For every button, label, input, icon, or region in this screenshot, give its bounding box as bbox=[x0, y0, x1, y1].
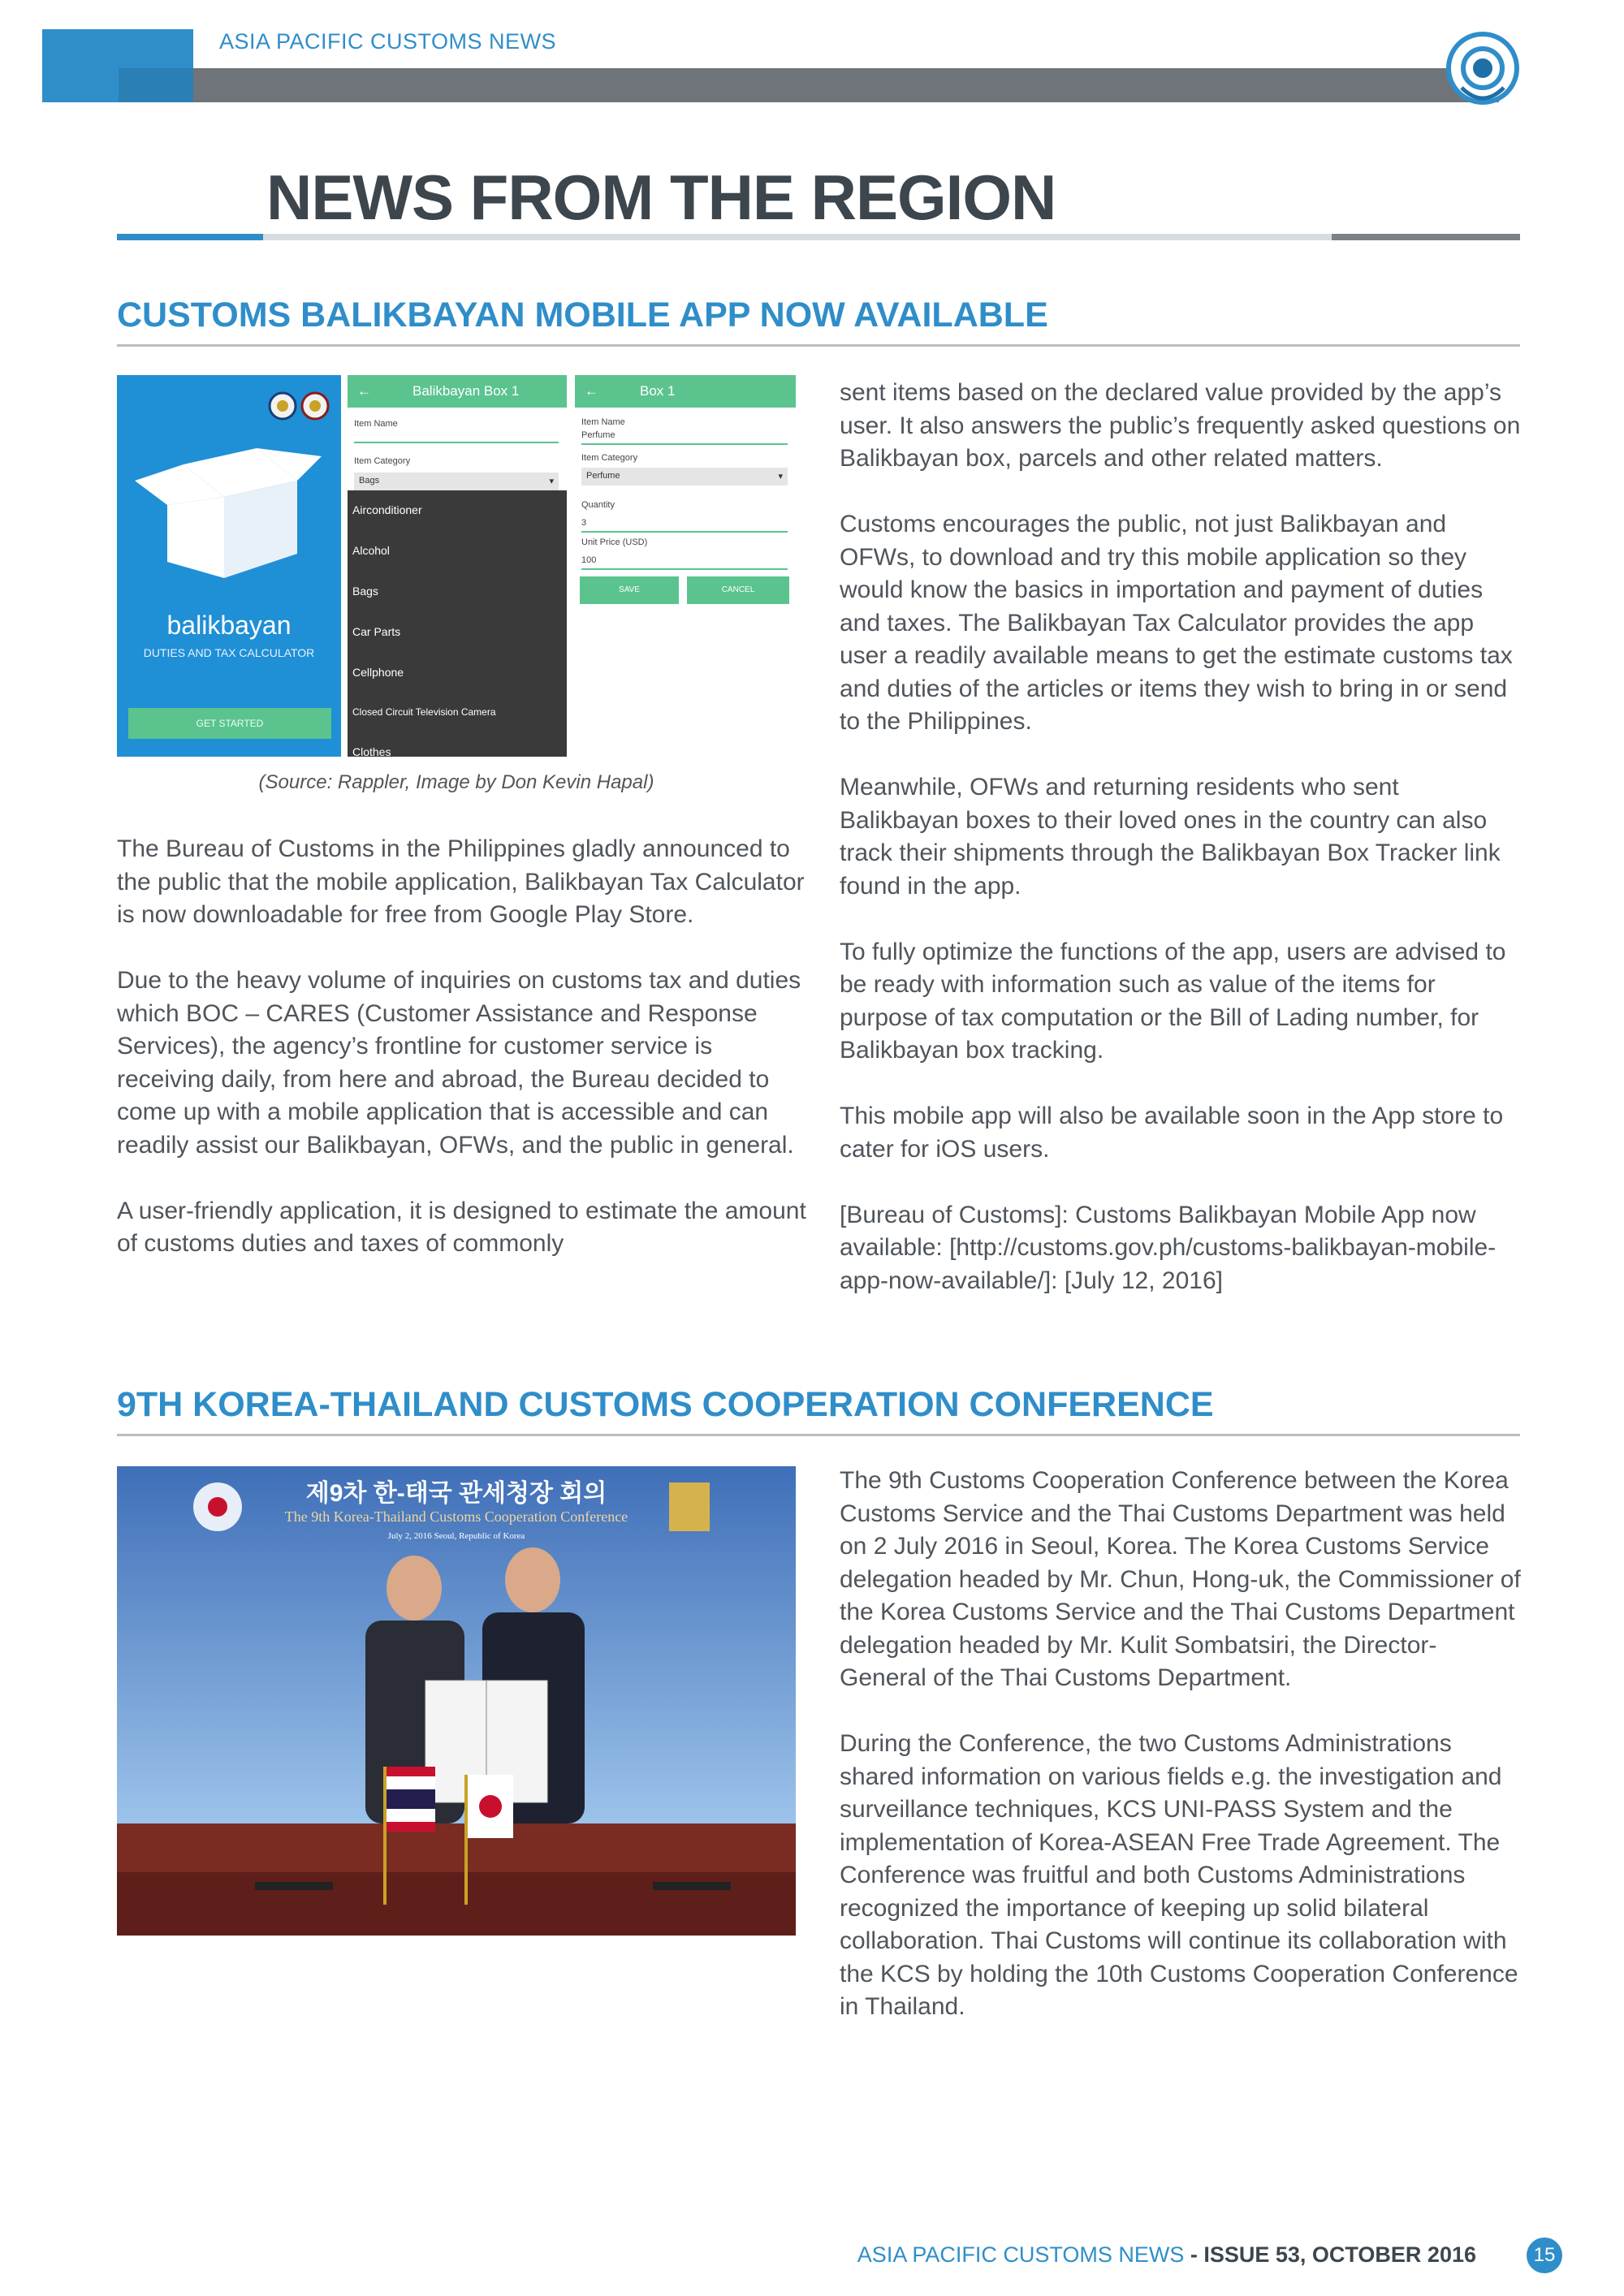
category-select-value: Perfume bbox=[586, 471, 620, 481]
header-bar bbox=[193, 68, 1499, 102]
dropdown-item[interactable]: Clothes bbox=[352, 745, 391, 757]
article1-left-column bbox=[117, 833, 807, 1293]
page-title: NEWS FROM THE REGION bbox=[266, 162, 1056, 233]
article1-rule bbox=[117, 344, 1520, 347]
page-number-badge: 15 bbox=[1527, 2238, 1562, 2273]
article1-right-column bbox=[840, 377, 1523, 1331]
get-started-button[interactable]: GET STARTED bbox=[128, 708, 331, 739]
title-rule-accent-gray bbox=[1332, 234, 1520, 240]
image-caption: (Source: Rappler, Image by Don Kevin Hapal) bbox=[258, 771, 654, 793]
app-bar-2-title: Box 1 bbox=[640, 383, 676, 399]
app-splash-title: balikbayan bbox=[166, 611, 292, 640]
quantity-underline bbox=[581, 531, 788, 533]
dropdown-arrow-icon: ▾ bbox=[549, 477, 554, 486]
app-bar-1 bbox=[348, 375, 567, 408]
category-select[interactable] bbox=[354, 473, 559, 490]
article2-rule bbox=[117, 1434, 1520, 1436]
back-arrow-icon[interactable]: ← bbox=[585, 383, 598, 399]
box-icon bbox=[135, 448, 322, 578]
app-splash-screenshot bbox=[117, 375, 341, 757]
category-select[interactable] bbox=[581, 468, 788, 486]
quantity-value[interactable]: 3 bbox=[581, 518, 587, 528]
paragraph: Meanwhile, OFWs and returning residents who sent Balikbayan boxes to their loved ones in the country can also track their shipments through the Balikbayan Box Tracker link found in the app. bbox=[840, 774, 1501, 900]
banner-date: July 2, 2016 Seoul, Republic of Korea bbox=[387, 1531, 525, 1541]
category-select-value: Bags bbox=[359, 476, 380, 486]
paragraph: To fully optimize the functions of the app, users are advised to be ready with information such as value of the items for purpose of tax computation or the Bill of Lading number, for Balikbayan box tracking. bbox=[840, 938, 1506, 1064]
dropdown-item[interactable]: Bags bbox=[352, 585, 378, 598]
app-bar-2 bbox=[575, 375, 796, 408]
wco-region-logo bbox=[1445, 31, 1520, 106]
paragraph: Customs encourages the public, not just Balikbayan and OFWs, to download and try this mobile application so they would know the basics in importation and payment of duties and taxes. The Balikbayan Tax Calculator provides the app user a readily available means to get the estimate customs tax and duties of the articles or items they wish to bring in or send to the Philippines. bbox=[840, 511, 1513, 735]
paragraph: A user-friendly application, it is designed to estimate the amount of customs duties and taxes of commonly bbox=[117, 1197, 806, 1257]
footer-publication: ASIA PACIFIC CUSTOMS NEWS bbox=[857, 2242, 1185, 2267]
footer-issue-line bbox=[857, 2242, 1476, 2268]
app-splash-subtitle: DUTIES AND TAX CALCULATOR bbox=[143, 646, 315, 659]
paragraph: The Bureau of Customs in the Philippines gladly announced to the public that the mobile application, Balikbayan Tax Calculator is now downloadable for free from Google Play Store. bbox=[117, 835, 805, 928]
unit-price-value[interactable]: 100 bbox=[581, 555, 597, 565]
dropdown-item[interactable]: Closed Circuit Television Camera bbox=[352, 706, 496, 718]
paragraph: Due to the heavy volume of inquiries on customs tax and duties which BOC – CARES (Customer Assistance and Response Services), the agency’s frontline for customer service is receiving daily, from here and abroad, the Bureau decided to come up with a mobile application that is accessible and can readily assist our Balikbayan, OFWs, and the public in general. bbox=[117, 967, 801, 1159]
paragraph: This mobile app will also be available soon in the App store to cater for iOS users. bbox=[840, 1103, 1504, 1163]
item-category-label: Item Category bbox=[581, 453, 638, 463]
app-bar-1-title: Balikbayan Box 1 bbox=[412, 383, 520, 399]
category-dropdown-list bbox=[348, 490, 567, 757]
title-rule-accent bbox=[117, 234, 263, 240]
paragraph: sent items based on the declared value provided by the app’s user. It also answers the public’s frequently asked questions on Balikbayan box, parcels and other related matters. bbox=[840, 379, 1521, 472]
item-name-underline bbox=[581, 443, 788, 445]
item-category-label: Item Category bbox=[354, 456, 411, 466]
paragraph: The 9th Customs Cooperation Conference between the Korea Customs Service and the Thai Customs Department was held on 2 July 2016 in Seoul, Korea. The Korea Customs Service delegation headed by Mr. Chun, Hong-uk, the Commissioner of the Korea Customs Service and the Thai Customs Department delegation headed by Mr. Kulit Sombatsiri, the Director-General of the Thai Customs Department. bbox=[840, 1467, 1521, 1691]
item-name-underline bbox=[354, 442, 559, 443]
unit-price-label: Unit Price (USD) bbox=[581, 537, 648, 547]
title-rule bbox=[117, 234, 1520, 240]
dropdown-arrow-icon: ▾ bbox=[778, 472, 783, 481]
dropdown-item[interactable]: Cellphone bbox=[352, 666, 404, 679]
dropdown-item[interactable]: Alcohol bbox=[352, 544, 390, 557]
banner-korean-title: 제9차 한-태국 관세청장 회의 bbox=[305, 1480, 607, 1507]
app-form-screenshot-1 bbox=[348, 375, 567, 757]
item-name-label: Item Name bbox=[581, 417, 625, 427]
paragraph: [Bureau of Customs]: Customs Balikbayan Mobile App now available: [http://customs.gov.ph/customs-balikbayan-mobile-app-now-available/]: [July 12, 2016] bbox=[840, 1201, 1497, 1294]
paragraph: During the Conference, the two Customs Administrations shared information on various fields e.g. the investigation and surveillance techniques, KCS UNI-PASS System and the implementation of Korea-ASEAN Free Trade Agreement. The Conference was fruitful and both Customs Administrations recognized the importance of keeping up solid bilateral collaboration. Thai Customs will continue its collaboration with the KCS by holding the 10th Customs Cooperation Conference in Thailand. bbox=[840, 1730, 1518, 2020]
seal-icon bbox=[268, 390, 333, 422]
item-name-value[interactable]: Perfume bbox=[581, 430, 615, 440]
dropdown-item[interactable]: Airconditioner bbox=[352, 503, 422, 516]
save-button[interactable]: SAVE bbox=[580, 576, 679, 604]
article2-headline: 9TH KOREA-THAILAND CUSTOMS COOPERATION CONFERENCE bbox=[117, 1385, 1214, 1424]
back-arrow-icon[interactable]: ← bbox=[357, 383, 371, 399]
footer-issue: - ISSUE 53, OCTOBER 2016 bbox=[1184, 2242, 1476, 2267]
cancel-button[interactable]: CANCEL bbox=[687, 576, 789, 604]
banner-english-title: The 9th Korea-Thailand Customs Cooperation Conference bbox=[284, 1508, 628, 1525]
header-publication-title: ASIA PACIFIC CUSTOMS NEWS bbox=[219, 29, 557, 54]
app-form-screenshot-2 bbox=[575, 375, 796, 619]
item-name-label: Item Name bbox=[354, 419, 398, 429]
article2-right-column bbox=[840, 1465, 1523, 2056]
dropdown-item[interactable]: Car Parts bbox=[352, 625, 401, 638]
article1-headline: CUSTOMS BALIKBAYAN MOBILE APP NOW AVAILABLE bbox=[117, 296, 1048, 334]
conference-photo bbox=[117, 1466, 796, 1936]
quantity-label: Quantity bbox=[581, 500, 615, 510]
header-bar-accent bbox=[119, 68, 193, 102]
unit-price-underline bbox=[581, 568, 788, 570]
